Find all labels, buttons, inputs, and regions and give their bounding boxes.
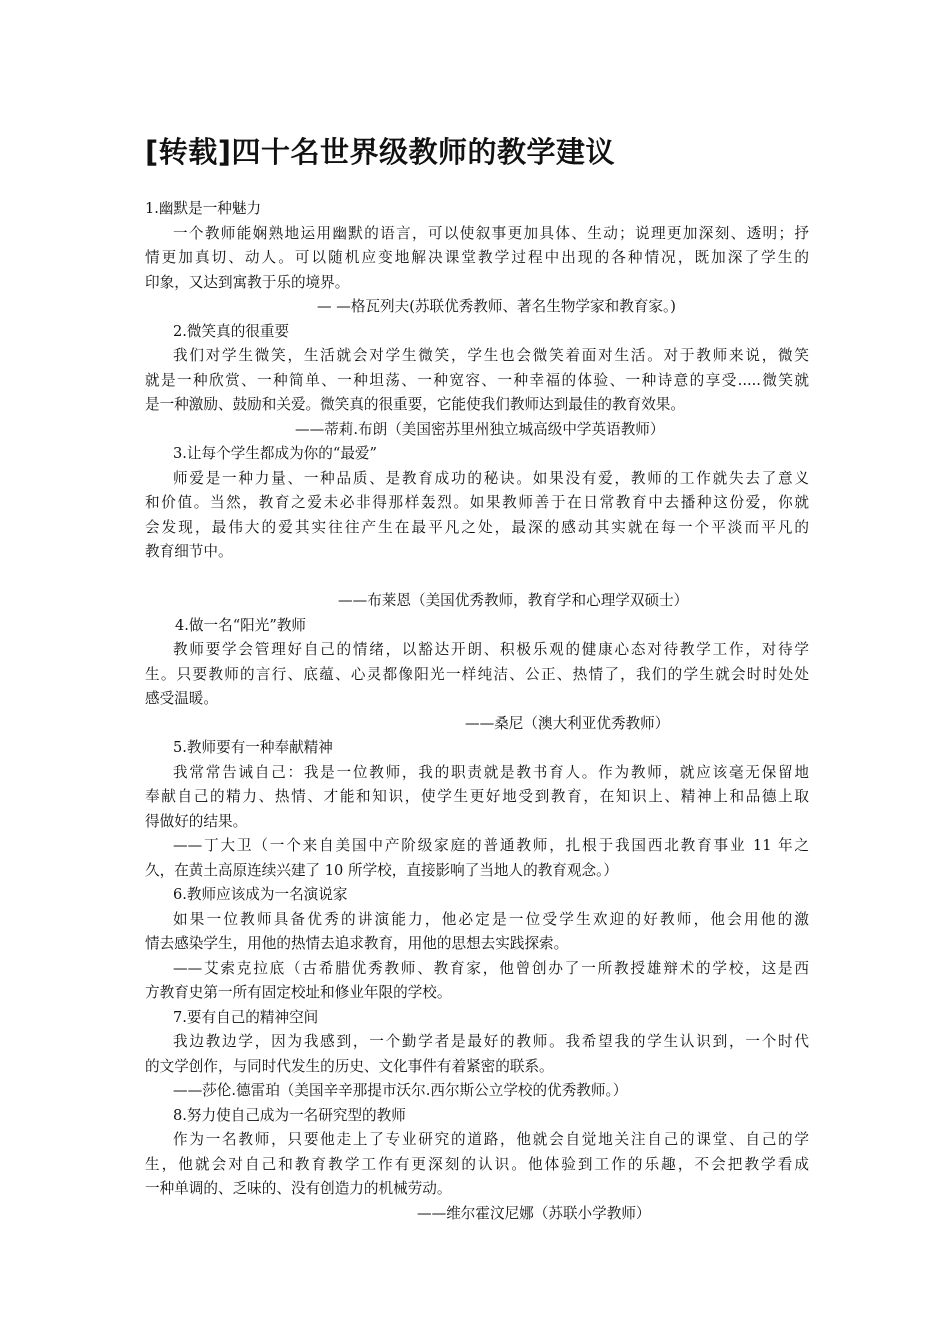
paragraph-line: 如果一位教师具备优秀的讲演能力，他必定是一位受学生欢迎的好教师，他会用他的激: [173, 910, 809, 928]
paragraph-line: 得做好的结果。: [145, 812, 248, 830]
paragraph-line: 情去感染学生，用他的热情去追求教育，用他的思想去实践探索。: [145, 935, 569, 952]
section-heading: 7.要有自己的精神空间: [173, 1008, 319, 1026]
paragraph-line: 就是一种欣赏、一种简单、一种坦荡、一种宽容、一种幸福的体验、一种诗意的享受.....微笑就: [145, 371, 809, 389]
paragraph-line: 我们对学生微笑，生活就会对学生微笑，学生也会微笑着面对生活。对于教师来说，微笑: [173, 347, 809, 364]
attribution: 久，在黄土高原连续兴建了 10 所学校，直接影响了当地人的教育观念。）: [145, 861, 618, 879]
section-heading: 1.幽默是一种魅力: [145, 200, 262, 217]
paragraph-line: 我边教边学，因为我感到，一个勤学者是最好的教师。我希望我的学生认识到，一个时代: [173, 1033, 809, 1050]
attribution: ——莎伦.德雷珀（美国辛辛那提市沃尔.西尔斯公立学校的优秀教师。）: [173, 1082, 628, 1099]
paragraph-line: 教师要学会管理好自己的情绪，以豁达开朗、积极乐观的健康心态对待教学工作，对待学: [173, 641, 809, 658]
attribution: — —格瓦列夫(苏联优秀教师、著名生物学家和教育家。): [317, 298, 676, 315]
paragraph-line: 是一种激励、鼓励和关爱。微笑真的很重要，它能使我们教师达到最佳的教育效果。: [145, 396, 685, 413]
paragraph-line: 印象，又达到寓教于乐的境界。: [145, 273, 350, 291]
attribution: ——布莱恩（美国优秀教师，教育学和心理学双硕士）: [338, 592, 689, 609]
paragraph-line: 的文学创作，与同时代发生的历史、文化事件有着紧密的联系。: [145, 1057, 554, 1075]
attribution: ——蒂莉.布朗（美国密苏里州独立城高级中学英语教师）: [295, 420, 665, 438]
attribution: ——丁大卫（一个来自美国中产阶级家庭的普通教师，扎根于我国西北教育事业 11 年之: [173, 837, 809, 854]
paragraph-line: 教育细节中。: [145, 543, 233, 560]
attribution: ——维尔霍汶尼娜（苏联小学教师）: [417, 1204, 651, 1222]
section-heading: 8.努力使自己成为一名研究型的教师: [173, 1106, 406, 1124]
section-heading: 4.做一名“阳光”教师: [175, 616, 307, 634]
paragraph-line: 作为一名教师，只要他走上了专业研究的道路，他就会自觉地关注自己的课堂、自己的学: [173, 1131, 809, 1148]
section-heading: 5.教师要有一种奉献精神: [173, 739, 333, 756]
attribution: 方教育史第一所有固定校址和修业年限的学校。: [145, 984, 452, 1001]
paragraph-line: 一种单调的、乏味的、没有创造力的机械劳动。: [145, 1180, 452, 1197]
paragraph-line: 会发现，最伟大的爱其实往往产生在最平凡之处，最深的感动其实就在每一个平淡而平凡的: [145, 518, 809, 536]
paragraph-line: 情更加真切、动人。可以随机应变地解决课堂教学过程中出现的各种情况，既加深了学生的: [145, 249, 809, 266]
page-title: [转载]四十名世界级教师的教学建议: [145, 135, 616, 169]
paragraph-line: 生。只要教师的言行、底蕴、心灵都像阳光一样纯洁、公正、热情了，我们的学生就会时时处处: [145, 665, 809, 683]
section-heading: 2.微笑真的很重要: [173, 322, 290, 340]
paragraph-line: 和价值。当然，教育之爱未必非得那样轰烈。如果教师善于在日常教育中去播种这份爱，你就: [145, 494, 809, 511]
paragraph-line: 一个教师能娴熟地运用幽默的语言，可以使叙事更加具体、生动；说理更加深刻、透明；抒: [173, 224, 809, 242]
paragraph-line: 我常常告诫自己：我是一位教师，我的职责就是教书育人。作为教师，就应该毫无保留地: [173, 763, 809, 781]
blank-line: [145, 565, 809, 590]
article-body: [145, 197, 809, 1226]
paragraph-line: 感受温暖。: [145, 690, 218, 707]
paragraph-line: 生，他就会对自己和教育教学工作有更深刻的认识。他体验到工作的乐趣，不会把教学看成: [145, 1155, 809, 1173]
attribution: ——桑尼（澳大利亚优秀教师）: [465, 714, 670, 732]
attribution: ——艾索克拉底（古希腊优秀教师、教育家，他曾创办了一所教授雄辩术的学校，这是西: [173, 959, 809, 977]
section-heading: 6.教师应该成为一名演说家: [173, 886, 348, 903]
section-heading: 3.让每个学生都成为你的“最爱”: [173, 445, 377, 462]
paragraph-line: 奉献自己的精力、热情、才能和知识，使学生更好地受到教育，在知识上、精神上和品德上取: [145, 788, 809, 805]
paragraph-line: 师爱是一种力量、一种品质、是教育成功的秘诀。如果没有爱，教师的工作就失去了意义: [173, 469, 809, 487]
